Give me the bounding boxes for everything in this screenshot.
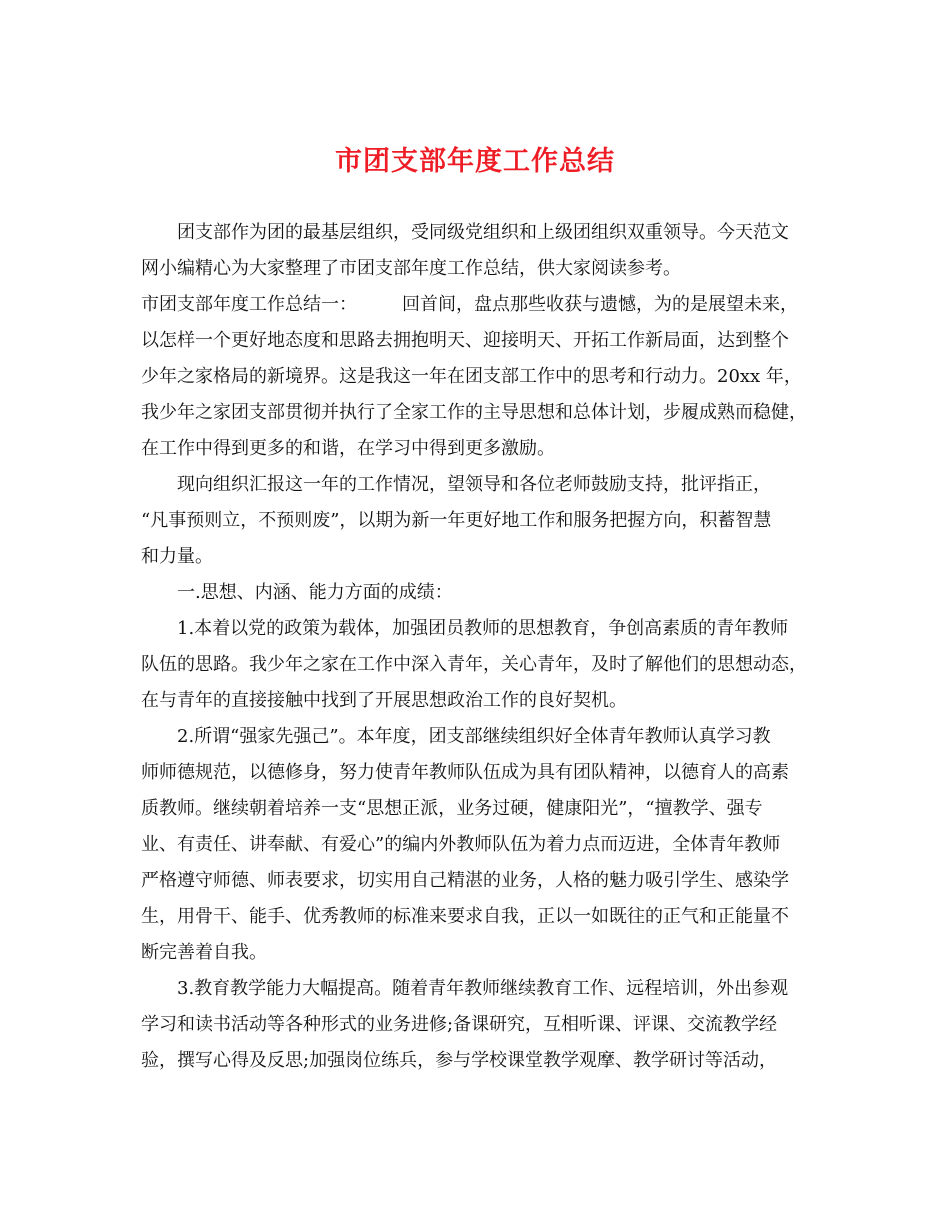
paragraph-line: 师师德规范，以德修身，努力使青年教师队伍成为具有团队精神，以德育人的高素 <box>141 762 789 783</box>
paragraph-line: “凡事预则立，不预则废”，以期为新一年更好地工作和服务把握方向，积蓄智慧 <box>141 510 772 531</box>
paragraph-line: 验，撰写心得及反思;加强岗位练兵，参与学校课堂教学观摩、教学研讨等活动， <box>141 1050 778 1071</box>
paragraph-line: 断完善着自我。 <box>141 942 267 963</box>
paragraph-line: 业、有责任、讲奉献、有爱心”的编内外教师队伍为着力点而迈进，全体青年教师 <box>141 834 781 855</box>
paragraph-line: 市团支部年度工作总结一： 回首间，盘点那些收获与遗憾，为的是展望未来， <box>141 294 798 315</box>
paragraph-line: 以怎样一个更好地态度和思路去拥抱明天、迎接明天、开拓工作新局面，达到整个 <box>141 330 789 351</box>
paragraph-line: 现向组织汇报这一年的工作情况，望领导和各位老师鼓励支持，批评指正， <box>177 474 771 495</box>
section-heading: 一.思想、内涵、能力方面的成绩： <box>177 582 453 603</box>
paragraph-line: 生，用骨干、能手、优秀教师的标准来要求自我，正以一如既往的正气和正能量不 <box>141 906 789 927</box>
paragraph-line: 少年之家格局的新境界。这是我这一年在团支部工作中的思考和行动力。20xx 年， <box>141 366 802 387</box>
paragraph-line: 在与青年的直接接触中找到了开展思想政治工作的良好契机。 <box>141 690 627 711</box>
paragraph-line: 3.教育教学能力大幅提高。随着青年教师继续教育工作、远程培训，外出参观 <box>177 978 789 999</box>
paragraph-line: 质教师。继续朝着培养一支“思想正派，业务过硬，健康阳光”，“擅教学、强专 <box>141 798 763 819</box>
paragraph-line: 严格遵守师德、师表要求，切实用自己精湛的业务，人格的魅力吸引学生、感染学 <box>141 870 789 891</box>
paragraph-line: 1.本着以党的政策为载体，加强团员教师的思想教育，争创高素质的青年教师 <box>177 618 789 639</box>
paragraph-line: 网小编精心为大家整理了市团支部年度工作总结，供大家阅读参考。 <box>141 258 681 279</box>
paragraph-line: 团支部作为团的最基层组织，受同级党组织和上级团组织双重领导。今天范文 <box>177 222 789 243</box>
paragraph-line: 我少年之家团支部贯彻并执行了全家工作的主导思想和总体计划，步履成熟而稳健， <box>141 402 807 423</box>
document-title: 市团支部年度工作总结 <box>335 146 615 177</box>
paragraph-line: 2.所谓“强家先强己”。本年度，团支部继续组织好全体青年教师认真学习教 <box>177 726 771 747</box>
paragraph-line: 学习和读书活动等各种形式的业务进修;备课研究，互相听课、评课、交流教学经 <box>141 1014 778 1035</box>
paragraph-line: 和力量。 <box>141 546 213 567</box>
paragraph-line: 队伍的思路。我少年之家在工作中深入青年，关心青年，及时了解他们的思想动态， <box>141 654 807 675</box>
paragraph-line: 在工作中得到更多的和谐，在学习中得到更多激励。 <box>141 438 555 459</box>
